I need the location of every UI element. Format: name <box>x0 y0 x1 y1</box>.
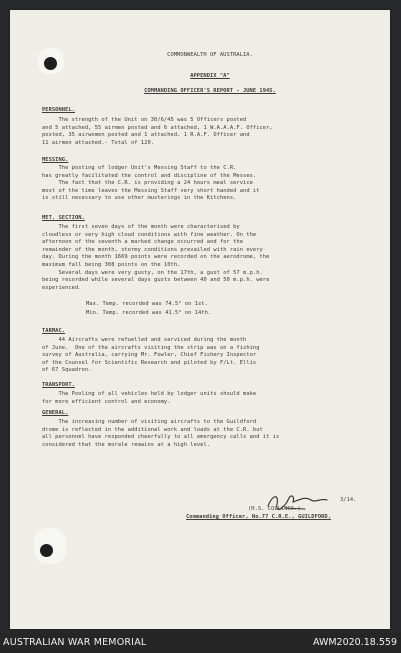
signature-date: 3/14. <box>340 497 357 503</box>
section-body-tarmac: 44 Aircrafts were refuelled and serviced during the month of June. One of the aircrafts visiting the strip was on a fishing survey of Australia, carrying Mr. Fowler, Chief Fishery Inspector of the Counsel for Scientific Research and piloted by F/Lt. Ellis of 67 Squadron. <box>42 337 260 374</box>
footer-accession-number: AWM2020.18.559 <box>312 637 397 648</box>
section-heading-personnel: PERSONNEL. <box>42 107 75 113</box>
appendix-title: APPENDIX "A" <box>190 73 230 79</box>
header-line-1: COMMONWEALTH OF AUSTRALIA. <box>167 52 253 58</box>
section-body-personnel: The strength of the Unit on 30/6/45 was 5 Officers posted and 5 attached, 55 airmen posted and 6 attached, 1 W.A.A.A.F. Officer, posted, 35 airwomen posted and 1 attached, 1 R.A.F. Officer and 11 airmen attached.- Total of 120. <box>42 117 273 146</box>
punch-hole <box>40 544 53 557</box>
signatory-title: Commanding Officer, No.77 C.R.E., GUILDFORD. <box>186 514 331 520</box>
signatory-name: (H.S. COLLINGS.) <box>248 506 301 512</box>
section-heading-general: GENERAL. <box>42 410 69 416</box>
footer-institution: AUSTRALIAN WAR MEMORIAL <box>3 637 147 648</box>
section-body-general: The increasing number of visiting aircrafts to the Guildford drome is reflected in the additional work and loads at the C.R. but all personnel have responded cheerfully to all emergency calls and it is considered that the morale remains at a high level. <box>42 419 280 448</box>
section-heading-met: MET. SECTION. <box>42 215 85 221</box>
max-temp-line: Max. Temp. recorded was 74.5° on 1st. <box>86 301 208 307</box>
section-body-transport: The Pooling of all vehicles held by lodger units should make for more efficient control and economy. <box>42 391 257 405</box>
section-body-met: The first seven days of the month were characterised by cloudless or very high cloud conditions with fine weather. On the afternoon of the seventh a marked change occurred and for the remainder of the month, stormy conditions prevailed with rain every day. During the month 1669 points were recorded on the aerodrome, the maximum fall being 308 points on the 10th. Several days were very gusty, on the 17th, a gust of 57 m.p.h. being recorded while several days gusts between 40 and 50 m.p.h. were experienced. <box>42 224 270 291</box>
min-temp-line: Min. Temp. recorded was 41.5° on 14th. <box>86 310 212 316</box>
report-title: COMMANDING OFFICER'S REPORT - JUNE 1945. <box>144 88 276 94</box>
section-heading-messing: MESSING. <box>42 157 69 163</box>
footer-bar <box>0 633 401 653</box>
document-page <box>10 10 390 629</box>
section-heading-transport: TRANSPORT. <box>42 382 75 388</box>
section-heading-tarmac: TARMAC. <box>42 328 66 334</box>
section-body-messing: The posting of lodger Unit's Messing Staff to the C.R. has greatly facilitated the control and discipline of the Messes. The fact that the C.R. is providing a 24 hours meal service most of the time leaves the Messing Staff very short handed and it is still necessary to use other musterings in the Kitchens. <box>42 165 260 202</box>
